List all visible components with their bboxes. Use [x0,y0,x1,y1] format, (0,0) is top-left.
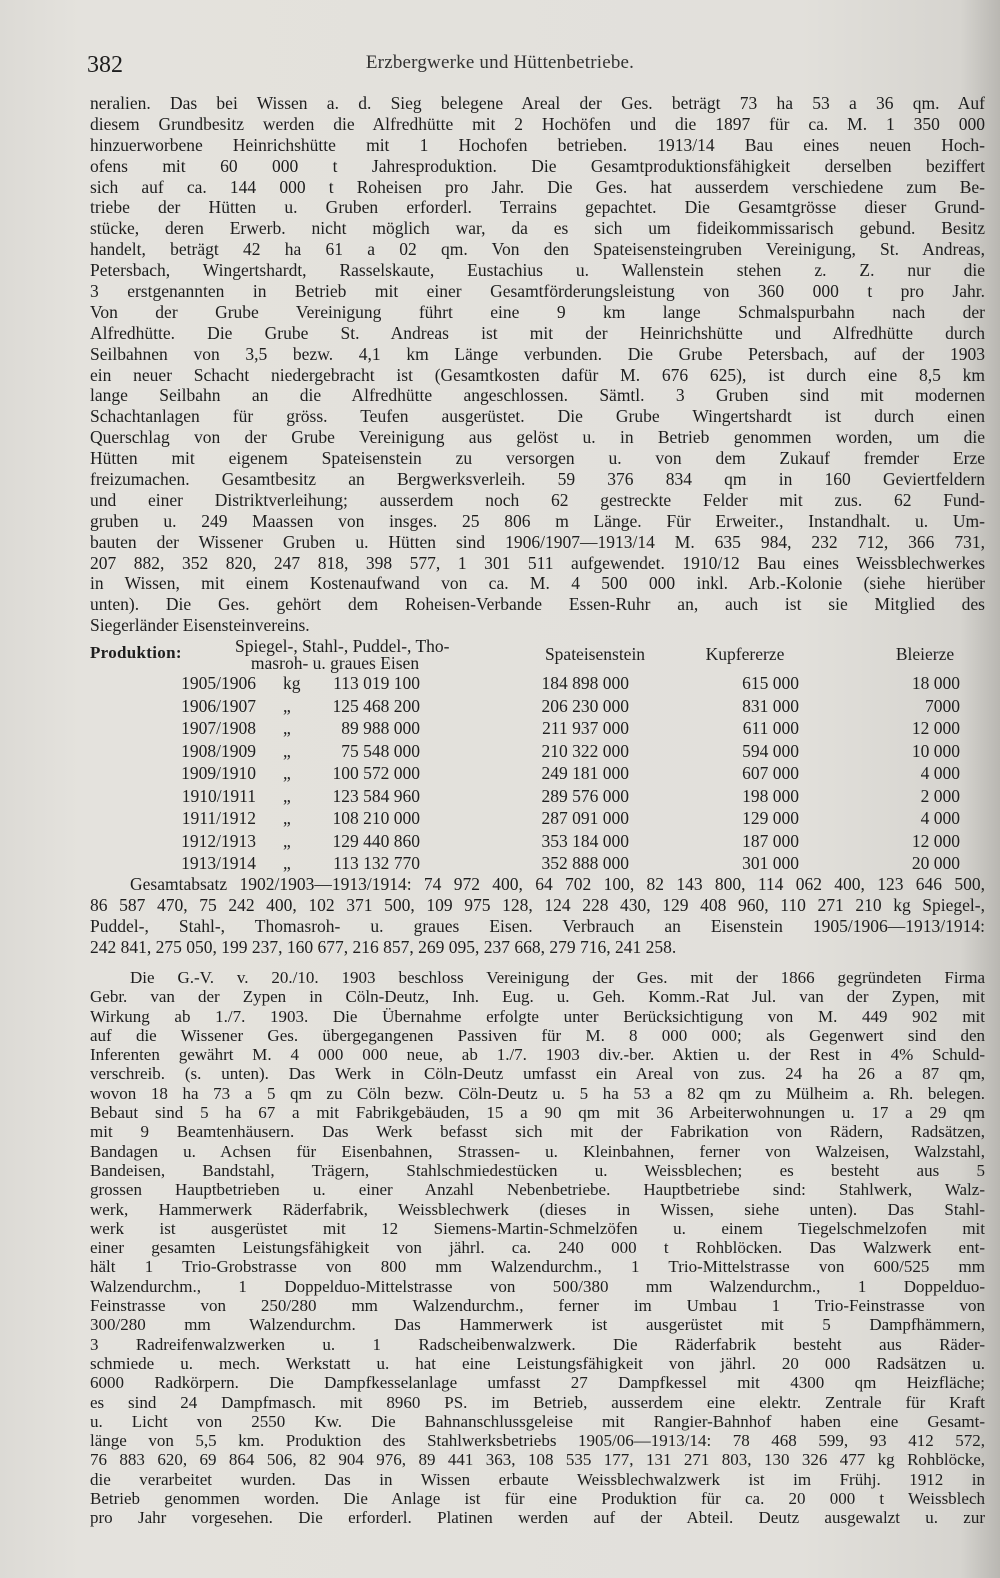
cell-eisen: 129 440 860 [332,830,420,851]
cell-unit: „ [283,740,291,761]
cell-bleierze: 20 000 [911,853,960,873]
text-line: mit 9 Beamtenhäusern. Das Werk befasst sich mit der Fabrikation von Rädern, Radsätzen, [90,1122,985,1142]
text-line: Bandagen u. Achsen für Eisenbahnen, Strassen- u. Kleinbahnen, ferner von Walzeisen, Walzstahl, [90,1141,985,1161]
text-line: stücke, deren Erwerb. nicht möglich war, da es sich um fideikommissarisch gebund. Besitz [90,218,985,239]
text-line: Seilbahnen von 3,5 bezw. 4,1 km Länge verbunden. Die Grube Petersbach, auf der 1903 [90,343,985,364]
cell-kupfererze: 615 000 [742,673,799,693]
text-line: freizumachen. Gesamtbesitz an Bergwerksverleih. 59 376 834 qm in 160 Geviertfeldern [90,469,985,490]
cell-eisen: 100 572 000 [332,763,420,783]
cell-unit: „ [283,695,291,716]
text-line: Von der Grube Vereinigung führt eine 9 km lange Schmalspurbahn nach der [90,301,985,322]
text-line: Walzendurchm., 1 Doppelduo-Mittelstrasse von 500/380 mm Walzendurchm., 1 Doppelduo- [90,1276,985,1296]
cell-unit: „ [283,785,291,806]
header-eisen-2: masroh- u. graues Eisen [250,653,420,673]
cell-bleierze: 18 000 [911,673,960,693]
cell-unit: „ [283,763,291,783]
text-line: Gesamtabsatz 1902/1903—1913/1914: 74 972 400, 64 702 100, 82 143 800, 114 062 400, 123 646 500, [130,874,985,894]
page-number: 382 [87,52,123,78]
cell-eisen: 113 019 100 [333,673,420,693]
header-eisen-1: Spiegel-, Stahl-, Puddel-, Tho- [235,636,450,656]
text-line: 6000 Radkörpern. Die Dampfkesselanlage umfasst 27 Dampfkessel mit 4300 qm Heizfläche; [90,1373,985,1393]
cell-bleierze: 10 000 [911,740,960,761]
cell-unit: „ [283,808,291,828]
text-line: werk ist ausgerüstet mit 12 Siemens-Martin-Schmelzöfen u. einem Tiegelschmelzofen mit [90,1218,985,1238]
production-label: Produktion: [90,643,182,662]
text-line: Schachtanlagen für gröss. Teufen ausgerüstet. Die Grube Wingertshardt ist durch einen [90,406,985,427]
paragraph-gesamtabsatz [90,874,985,958]
cell-unit: „ [283,718,291,738]
cell-spateisenstein: 211 937 000 [542,718,629,738]
text-line: Petersbach, Wingertshardt, Rasselskaute, Eustachius u. Wallenstein stehen z. Z. nur die [90,260,985,281]
cell-kupfererze: 301 000 [742,853,799,873]
cell-spateisenstein: 206 230 000 [541,695,629,716]
cell-eisen: 75 548 000 [341,740,420,761]
paragraph-fusion-zypen [90,968,985,1528]
text-line: es sind 24 Dampfmasch. mit 8960 PS. im Betrieb, ausserdem eine elektr. Zentrale für Kraft [90,1392,985,1412]
text-line: Puddel-, Stahl-, Thomasroh- u. graues Eisen. Verbrauch an Eisenstein 1905/1906—1913/1914: [90,915,985,936]
text-line: Inferenten gewährt M. 4 000 000 neue, ab 1./7. 1903 div.-ber. Aktien u. der Rest in 4% Schuld- [90,1045,985,1065]
text-line: schmiede u. mech. Werkstatt u. hat eine Leistungsfähigkeit von jährl. 20 000 Radsätzen u. [90,1353,985,1373]
cell-kupfererze: 607 000 [742,763,799,783]
text-line: 242 841, 275 050, 199 237, 160 677, 216 857, 269 095, 237 668, 279 716, 241 258. [90,936,677,957]
text-line: und einer Distriktverleihung; ausserdem noch 62 gestreckte Felder mit zus. 62 Fund- [90,489,985,510]
text-line: Siegerländer Eisensteinvereins. [90,615,310,636]
text-line: 300/280 mm Walzendurchm. Das Hammerwerk ist ausgerüstet mit 5 Dampfhämmern, [90,1315,985,1335]
cell-year: 1910/1911 [181,785,256,806]
cell-year: 1911/1912 [181,808,256,828]
text-line: hinzuerworbene Heinrichshütte mit 1 Hochofen betrieben. 1913/14 Bau eines neuen Hoch- [90,134,985,155]
cell-bleierze: 12 000 [911,718,960,738]
cell-eisen: 113 132 770 [333,853,420,873]
header-kupfererze: Kupfererze [705,644,785,664]
cell-year: 1906/1907 [181,695,256,716]
cell-kupfererze: 187 000 [742,830,799,851]
header-bleierze: Bleierze [895,644,955,664]
text-line: Bebaut sind 5 ha 67 a mit Fabrikgebäuden, 15 a 90 qm mit 36 Arbeiterwohnungen u. 17 a 29 qm [90,1103,985,1123]
text-line: unten). Die Ges. gehört dem Roheisen-Verbande Essen-Ruhr an, auch ist sie Mitglied des [90,594,985,615]
cell-year: 1909/1910 [181,763,256,783]
cell-year: 1912/1913 [181,830,256,851]
text-line: 86 587 470, 75 242 400, 102 371 500, 109 975 128, 124 228 430, 129 408 960, 110 271 210 kg Spiegel-, [90,894,985,915]
cell-unit: kg [283,673,301,693]
cell-year: 1907/1908 [181,718,256,738]
cell-eisen: 123 584 960 [332,785,420,806]
cell-spateisenstein: 289 576 000 [541,785,629,806]
cell-year: 1908/1909 [181,740,256,761]
text-line: Feinstrasse von 250/280 mm Walzendurchm., ferner im Umbau 1 Trio-Feinstrasse von [90,1296,985,1316]
cell-unit: „ [283,830,291,851]
cell-kupfererze: 594 000 [742,740,799,761]
text-line: diesem Grundbesitz werden die Alfredhütte mit 2 Hochöfen und die 1897 für ca. M. 1 350 000 [90,113,985,134]
paragraph-grundbesitz [90,93,985,636]
cell-kupfererze: 129 000 [742,808,799,828]
text-line: 207 882, 352 820, 247 818, 398 577, 1 301 511 aufgewendet. 1910/12 Bau eines Weissblechwerkes [90,552,985,573]
text-line: 3 erstgenannten in Betrieb mit einer Gesamtförderungsleistung von 360 000 t pro Jahr. [90,281,985,302]
text-line: Gebr. van der Zypen in Cöln-Deutz, Inh. Eug. u. Geh. Komm.-Rat Jul. van der Zypen, mit [90,987,985,1007]
cell-kupfererze: 198 000 [742,785,799,806]
cell-bleierze: 7000 [925,695,960,716]
text-line: sich auf ca. 144 000 t Roheisen pro Jahr. Die Ges. hat ausserdem verschiedene zum Be- [90,176,985,197]
text-line: lange Seilbahn an die Alfredhütte angeschlossen. Sämtl. 3 Gruben sind mit modernen [90,385,985,406]
cell-spateisenstein: 249 181 000 [541,763,629,783]
cell-bleierze: 12 000 [911,830,960,851]
text-line: Die G.-V. v. 20./10. 1903 beschloss Vereinigung der Ges. mit der 1866 gegründeten Firma [130,968,985,987]
text-line: ein neuer Schacht niedergebracht ist (Gesamtkosten dafür M. 676 625), ist durch eine 8,5 km [90,364,985,385]
text-line: hält 1 Trio-Grobstrasse von 800 mm Walzendurchm., 1 Trio-Mittelstrasse von 600/525 mm [90,1257,985,1277]
cell-eisen: 89 988 000 [341,718,420,738]
cell-spateisenstein: 353 184 000 [541,830,629,851]
cell-bleierze: 2 000 [920,785,960,806]
cell-eisen: 125 468 200 [332,695,420,716]
text-line: die verarbeitet wurden. Das in Wissen erbaute Weissblechwalzwerk ist im Frühj. 1912 in [90,1469,985,1489]
cell-kupfererze: 831 000 [742,695,799,716]
text-line: handelt, beträgt 42 ha 61 a 02 qm. Von den Spateisensteingruben Vereinigung, St. Andreas, [90,239,985,260]
running-title: Erzbergwerke und Hüttenbetriebe. [365,52,635,73]
text-line: Querschlag von der Grube Vereinigung aus gelöst u. in Betrieb genommen worden, um die [90,427,985,448]
cell-spateisenstein: 184 898 000 [541,673,629,693]
text-line: Bandeisen, Bandstahl, Trägern, Stahlschmiedestücken u. Weissblechen; es besteht aus 5 [90,1160,985,1180]
cell-spateisenstein: 210 322 000 [541,740,629,761]
text-line: in Wissen, mit einem Kostenaufwand von ca. M. 4 500 000 inkl. Arb.-Kolonie (siehe hierüber [90,573,985,594]
text-line: gruben u. 249 Maassen von insges. 25 806 m Länge. Für Erweiter., Instandhalt. u. Um- [90,510,985,531]
cell-year: 1913/1914 [181,853,256,873]
text-line: auf die Wissener Ges. übergegangenen Passiven für M. 8 000 000; als Gegenwert sind den [90,1025,985,1045]
text-line: u. Licht von 2550 Kw. Die Bahnanschlussgeleise mit Rangier-Bahnhof haben eine Gesamt- [90,1411,985,1431]
header-spateisenstein: Spateisenstein [544,644,646,664]
cell-eisen: 108 210 000 [332,808,420,828]
cell-kupfererze: 611 000 [742,718,799,738]
text-line: triebe der Hütten u. Gruben erforderl. Terrains gepachtet. Die Gesamtgrösse dieser Grund- [90,197,985,218]
cell-bleierze: 4 000 [920,763,960,783]
text-line: pro Jahr vorgesehen. Die erforderl. Platinen werden auf der Abteil. Deutz ausgewalzt u. zur [90,1508,985,1528]
text-line: Wirkung ab 1./7. 1903. Die Übernahme erfolgte unter Berücksichtigung von M. 449 902 mit [90,1006,985,1026]
cell-spateisenstein: 352 888 000 [541,853,629,873]
cell-year: 1905/1906 [181,673,256,693]
cell-unit: „ [283,853,291,873]
cell-spateisenstein: 287 091 000 [541,808,629,828]
text-line: verschreib. (s. unten). Das Werk in Cöln-Deutz umfasst ein Areal von zus. 24 ha 26 a 87 qm, [90,1064,985,1084]
text-line: einer gesamten Leistungsfähigkeit von jährl. ca. 240 000 t Rohblöcken. Das Walzwerk ent- [90,1238,985,1258]
text-line: bauten der Wissener Gruben u. Hütten sind 1906/1907—1913/14 M. 635 984, 232 712, 366 731, [90,531,985,552]
text-line: Alfredhütte. Die Grube St. Andreas ist mit der Heinrichshütte und Alfredhütte durch [90,322,985,343]
text-line: wovon 18 ha 73 a 5 qm zu Cöln bezw. Cöln-Deutz u. 5 ha 53 a 82 qm zu Mülheim a. Rh. belegen. [90,1083,985,1103]
text-line: 3 Radreifenwalzwerken u. 1 Radscheibenwalzwerk. Die Räderfabrik besteht aus Räder- [90,1334,985,1354]
text-line: werk, Hammerwerk Räderfabrik, Weissblechwerk (dieses in Wissen, siehe unten). Das Stahl- [90,1199,985,1219]
text-line: neralien. Das bei Wissen a. d. Sieg belegene Areal der Ges. beträgt 73 ha 53 a 36 qm. Auf [90,93,985,113]
text-line: länge von 5,5 km. Produktion des Stahlwerksbetriebs 1905/06—1913/14: 78 468 599, 93 412 572, [90,1431,985,1451]
text-line: grossen Hauptbetrieben u. einer Anzahl Nebenbetriebe. Hauptbetriebe sind: Stahlwerk, Walz- [90,1180,985,1200]
text-line: 76 883 620, 69 864 506, 82 904 976, 89 441 363, 108 535 177, 131 271 803, 130 326 477 kg Rohblöcke, [90,1450,985,1470]
text-line: Betrieb genommen worden. Die Anlage ist für eine Produktion für ca. 20 000 t Weissblech [90,1489,985,1509]
text-line: Hütten mit eigenem Spateisenstein zu versorgen u. von dem Zukauf fremder Erze [90,448,985,469]
cell-bleierze: 4 000 [920,808,960,828]
text-line: ofens mit 60 000 t Jahresproduktion. Die Gesamtproduktionsfähigkeit derselben beziffert [90,155,985,176]
